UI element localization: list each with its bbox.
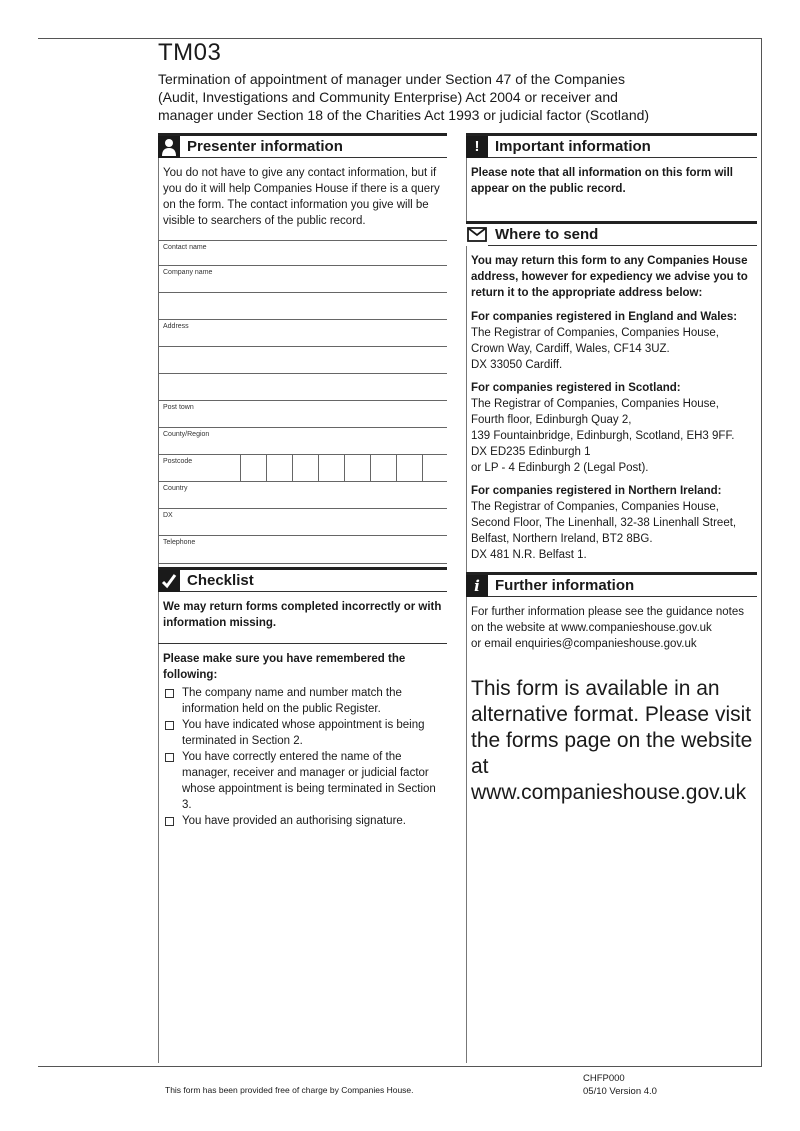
checklist-warning: We may return forms completed incorrectly or with information missing. — [163, 601, 442, 629]
scotland-address — [471, 380, 752, 476]
checklist-item — [163, 685, 442, 717]
form-title-line: manager under Section 18 of the Charities Act 1993 or judicial factor (Scotland) — [158, 107, 650, 123]
where-intro: You may return this form to any Companies House address, however for expediency we advise you to return it to the appropriate address below: — [471, 255, 748, 299]
field-label: Address — [163, 323, 189, 330]
address-line: 139 Fountainbridge, Edinburgh, Scotland, EH3 9FF. — [471, 430, 735, 442]
presenter-section-header — [158, 133, 447, 157]
post-town-field[interactable] — [158, 401, 447, 428]
where-section-title: Where to send — [495, 226, 599, 243]
address-line: or LP - 4 Edinburgh 2 (Legal Post). — [471, 462, 649, 474]
presenter-section-title: Presenter information — [187, 138, 343, 155]
checkmark-icon — [158, 570, 180, 592]
field-label: Postcode — [163, 458, 193, 465]
alternative-format-note: This form is available in an alternative format. Please visit the forms page on the website at www.companieshouse.gov.uk — [471, 677, 753, 804]
checklist-item — [163, 813, 442, 829]
important-body — [466, 157, 757, 221]
postcode-boxes — [240, 455, 444, 481]
contact-name-field[interactable] — [158, 241, 447, 266]
form-title — [158, 70, 718, 124]
checklist-item-text: You have indicated whose appointment is being terminated in Section 2. — [182, 719, 425, 747]
form-title-line: Termination of appointment of manager under Section 47 of the Companies — [158, 71, 625, 87]
field-label: County/Region — [163, 431, 210, 438]
telephone-field[interactable] — [158, 536, 447, 564]
checklist-item-text: The company name and number match the information held on the public Register. — [182, 687, 402, 715]
postcode-char-box[interactable] — [370, 455, 396, 481]
scotland-heading: For companies registered in Scotland: — [471, 382, 681, 394]
info-icon: i — [466, 575, 488, 597]
field-label: Post town — [163, 404, 194, 411]
checklist-items — [163, 685, 442, 829]
where-body — [466, 245, 757, 572]
further-section-title: Further information — [495, 577, 635, 594]
checklist-lead: Please make sure you have remembered the following: — [163, 653, 406, 681]
address-line: The Registrar of Companies, Companies House, — [471, 398, 720, 410]
england-heading: For companies registered in England and Wales: — [471, 311, 738, 323]
left-column — [158, 133, 447, 829]
checklist-item — [163, 749, 442, 813]
address-line: The Registrar of Companies, Companies House, — [471, 327, 720, 339]
checkbox[interactable] — [165, 689, 174, 698]
address-line: DX ED235 Edinburgh 1 — [471, 446, 591, 458]
address-line: Fourth floor, Edinburgh Quay 2, — [471, 414, 632, 426]
address-line: The Registrar of Companies, Companies House, — [471, 501, 720, 513]
further-text-line: on the website at www.companieshouse.gov.uk — [471, 622, 712, 634]
important-section-title: Important information — [495, 138, 651, 155]
footer-version: 05/10 Version 4.0 — [583, 1086, 657, 1097]
footer-free-text: This form has been provided free of charge by Companies House. — [165, 1085, 414, 1095]
postcode-char-box[interactable] — [266, 455, 292, 481]
checklist-section-header — [158, 567, 447, 591]
address-field-line3[interactable] — [158, 374, 447, 401]
checklist-section-title: Checklist — [187, 572, 254, 589]
form-header — [158, 40, 718, 124]
right-rule — [761, 38, 762, 1067]
checklist-item-text: You have provided an authorising signature. — [182, 815, 406, 827]
right-column — [466, 133, 757, 806]
county-region-field[interactable] — [158, 428, 447, 455]
further-text-line: or email enquiries@companieshouse.gov.uk — [471, 638, 697, 650]
presenter-intro — [158, 157, 447, 240]
address-line: Second Floor, The Linenhall, 32-38 Linenhall Street, — [471, 517, 737, 529]
footer-reference — [583, 1072, 657, 1098]
postcode-char-box[interactable] — [344, 455, 370, 481]
presenter-intro-text: You do not have to give any contact information, but if you do it will help Companies House if there is a query on the form. The contact information you give will be visible to searchers of the public record. — [163, 167, 440, 227]
postcode-char-box[interactable] — [422, 455, 444, 481]
where-section-header — [466, 221, 757, 245]
field-label: Telephone — [163, 539, 196, 546]
checklist-item-text: You have correctly entered the name of the manager, receiver and manager or judicial factor whose appointment is being terminated in Section 3. — [182, 751, 436, 811]
checkbox[interactable] — [165, 721, 174, 730]
further-body — [466, 596, 757, 652]
field-label: Contact name — [163, 244, 207, 251]
checklist-warning-box — [158, 591, 447, 643]
form-title-line: (Audit, Investigations and Community Enterprise) Act 2004 or receiver and — [158, 89, 618, 105]
person-icon — [158, 136, 180, 158]
address-line: DX 33050 Cardiff. — [471, 359, 563, 371]
field-label: DX — [163, 512, 173, 519]
top-rule — [38, 38, 762, 39]
checkbox[interactable] — [165, 753, 174, 762]
country-field[interactable] — [158, 482, 447, 509]
bottom-rule — [38, 1066, 762, 1067]
address-line: Belfast, Northern Ireland, BT2 8BG. — [471, 533, 653, 545]
postcode-field[interactable] — [158, 455, 447, 482]
postcode-char-box[interactable] — [292, 455, 318, 481]
company-name-field[interactable] — [158, 266, 447, 293]
field-label: Company name — [163, 269, 213, 276]
further-section-header — [466, 572, 757, 596]
address-field[interactable] — [158, 320, 447, 347]
footer-ref-code: CHFP000 — [583, 1073, 625, 1084]
checkbox[interactable] — [165, 817, 174, 826]
important-section-header — [466, 133, 757, 157]
checklist-body — [158, 643, 447, 829]
postcode-char-box[interactable] — [240, 455, 266, 481]
form-code: TM03 — [158, 39, 222, 66]
important-text: Please note that all information on this form will appear on the public record. — [471, 167, 733, 195]
postcode-char-box[interactable] — [318, 455, 344, 481]
envelope-icon — [466, 224, 488, 246]
england-address — [471, 309, 752, 373]
company-name-field-line2[interactable] — [158, 293, 447, 320]
postcode-char-box[interactable] — [396, 455, 422, 481]
ni-address — [471, 483, 752, 563]
ni-heading: For companies registered in Northern Ireland: — [471, 485, 722, 497]
further-text-line: For further information please see the guidance notes — [471, 606, 744, 618]
checklist-item — [163, 717, 442, 749]
dx-field[interactable] — [158, 509, 447, 536]
address-line: Crown Way, Cardiff, Wales, CF14 3UZ. — [471, 343, 670, 355]
field-label: Country — [163, 485, 188, 492]
address-field-line2[interactable] — [158, 347, 447, 374]
exclamation-icon: ! — [466, 136, 488, 158]
address-line: DX 481 N.R. Belfast 1. — [471, 549, 587, 561]
presenter-fields — [158, 240, 447, 564]
